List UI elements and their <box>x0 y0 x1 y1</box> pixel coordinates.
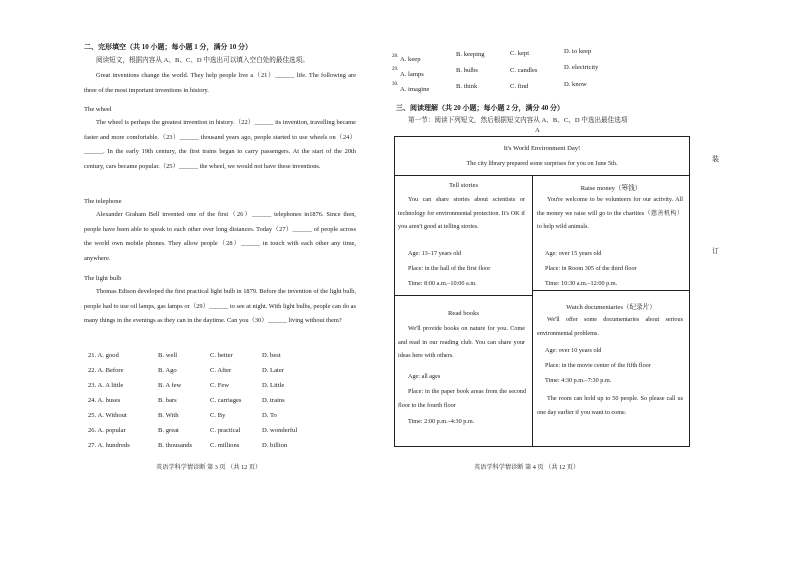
binding-margin-char-1: 装 <box>712 155 719 163</box>
passage-letter: A <box>535 127 540 134</box>
option-22-d: D. Later <box>262 367 284 374</box>
watch-documentaries-time: Time: 4:30 p.m.–7:30 p.m. <box>545 377 612 384</box>
option-30-d: D. know <box>564 81 587 88</box>
raise-money-age: Age: over 15 years old <box>545 250 602 257</box>
watch-documentaries-age: Age: over 10 years old <box>545 347 602 354</box>
question-28-number: 28. <box>392 54 399 59</box>
option-21-b: B. well <box>158 352 178 359</box>
option-29-c: C. candles <box>510 67 538 74</box>
option-26-b: B. great <box>158 427 179 434</box>
option-24-d: D. trains <box>262 397 285 404</box>
option-24-a: 24. A. buses <box>88 397 121 404</box>
read-books-time: Time: 2:00 p.m.–4:30 p.m. <box>408 418 475 425</box>
table-subtitle: The city library prepared some surprises for you on June 5th. <box>466 160 618 167</box>
tell-stories-place: Place: in the hall of the first floor <box>408 265 491 272</box>
paragraph-telephone: Alexander Graham Bell invented one of the first（26）______ telephones in1876. Since then, people have been able to speak to each other over long distances. Today（27）______ of people across the world own mobile phones. They allow people（28）______ in touch with each other any time, anywhere. <box>84 211 356 262</box>
raise-money-heading: Raise money（筹钱） <box>580 185 642 192</box>
heading-telephone: The telephone <box>84 198 122 205</box>
reading-section-title: 三、阅读理解（共 20 小题；每小题 2 分，满分 40 分） <box>396 104 564 112</box>
raise-money-body: You're welcome to be volunteers for our activity. All the money we raise will go to the charities（慈善机构）to help wild animals. <box>537 196 683 231</box>
read-books-place: Place: in the paper book areas from the second floor to the fourth floor <box>398 388 526 409</box>
option-25-b: B. With <box>158 412 179 419</box>
raise-money-place: Place: in Room 305 of the third floor <box>545 265 637 272</box>
page-footer-3: 英语学科学情诊断 第 3 页 （共 12 页） <box>156 464 262 471</box>
option-27-a: 27. A. hundreds <box>88 442 130 449</box>
option-29-a: A. lamps <box>400 71 424 78</box>
option-22-a: 22. A. Before <box>88 367 124 374</box>
cloze-instruction: 阅读短文，根据内容从 A、B、C、D 中选出可以填入空白处的最佳选项。 <box>96 57 309 64</box>
reading-part-title: 第一节：阅读下列短文，然后根据短文内容从 A、B、C、D 中选出最佳选项 <box>408 117 628 124</box>
question-30-number: 30. <box>392 82 399 87</box>
option-29-d: D. electricity <box>564 64 599 71</box>
left-page <box>84 0 356 561</box>
watch-documentaries-place: Place: in the movie center of the fifth floor <box>545 362 651 369</box>
option-25-c: C. By <box>210 412 226 419</box>
watch-documentaries-body: We'll offer some documentaries about serious environmental problems. <box>537 316 683 337</box>
option-23-d: D. Little <box>262 382 285 389</box>
binding-margin-char-2: 订 <box>712 247 719 255</box>
table-title: It's World Environment Day! <box>503 145 581 152</box>
option-28-a: A. keep <box>400 56 421 63</box>
option-23-c: C. Few <box>210 382 230 389</box>
option-21-a: 21. A. good <box>88 352 119 359</box>
option-28-d: D. to keep <box>564 48 592 55</box>
watch-documentaries-note: The room can hold up to 50 people. So please call us one day earlier if you want to come. <box>537 395 683 416</box>
cell-tell-stories <box>395 175 532 295</box>
raise-money-time: Time: 10:30 a.m.–12:00 p.m. <box>545 280 618 287</box>
tell-stories-body: You can share stories about scientists or technology for environmental protection. It's OK if you aren't good at telling stories. <box>398 196 525 231</box>
cell-watch-documentaries <box>533 291 689 446</box>
option-26-a: 26. A. popular <box>88 427 126 434</box>
option-27-d: D. billion <box>262 442 288 449</box>
cloze-section-title: 二、完形填空（共 10 小题；每小题 1 分，满分 10 分） <box>84 43 252 51</box>
option-30-c: C. find <box>510 83 529 90</box>
read-books-body: We'll provide books on nature for you. Come and read in our reading club. You can share your ideas here with others. <box>398 325 525 360</box>
watch-documentaries-heading: Watch documentaries（纪录片） <box>566 304 656 311</box>
option-26-c: C. practical <box>210 427 241 434</box>
option-27-b: B. thousands <box>158 442 193 449</box>
tell-stories-heading: Tell stories <box>448 182 479 189</box>
page-footer-4: 英语学科学情诊断 第 4 页 （共 12 页） <box>474 464 580 471</box>
cell-read-books <box>395 296 532 446</box>
cell-raise-money <box>533 175 689 290</box>
heading-light-bulb: The light bulb <box>84 275 122 282</box>
paragraph-light-bulb: Thomas Edison developed the first practical light bulb in 1879. Before the invention of the light bulb, people had to use oil lamps, gas lamps or（29）______ to see at night. With light bulbs, people can do as many things in the evenings as they can in the daytime. Can you（30）______ living without them? <box>84 288 356 325</box>
option-24-c: C. carriages <box>210 397 242 404</box>
option-27-c: C. millions <box>210 442 240 449</box>
option-23-a: 23. A. A little <box>88 382 124 389</box>
option-25-d: D. To <box>262 412 277 419</box>
event-table <box>394 136 690 447</box>
option-30-a: A. imagine <box>400 86 430 93</box>
tell-stories-time: Time: 8:00 a.m.–10:00 a.m. <box>408 280 477 287</box>
option-22-c: C. After <box>210 367 232 374</box>
read-books-heading: Read books <box>448 310 479 317</box>
question-29-number: 29. <box>392 67 399 72</box>
table-header <box>395 137 689 176</box>
option-30-b: B. think <box>456 83 478 90</box>
heading-wheel: The wheel <box>84 106 112 113</box>
option-22-b: B. Ago <box>158 367 177 374</box>
option-21-c: C. better <box>210 352 233 359</box>
paragraph-wheel: The wheel is perhaps the greatest invention in history.（22）______ its invention, travelling became faster and more comfortable.（23）______ thousand years ago, people started to use wheels on（24）______. In the early 19th century, the first trains began to carry passengers. At the start of the 20th century, cars became popular.（25）______ the wheel, we would not have these inventions. <box>84 119 356 170</box>
read-books-age: Age: all ages <box>408 373 441 380</box>
option-28-c: C. kept <box>510 50 530 57</box>
option-21-d: D. best <box>262 352 281 359</box>
option-28-b: B. keeping <box>456 51 485 58</box>
option-23-b: B. A few <box>158 382 182 389</box>
option-29-b: B. bulbs <box>456 67 478 74</box>
option-24-b: B. bars <box>158 397 177 404</box>
right-page <box>392 0 692 561</box>
cloze-intro: Great inventions change the world. They help people live a（21）______ life. The following are three of the most important inventions in history. <box>84 72 356 94</box>
tell-stories-age: Age: 13–17 years old <box>408 250 462 257</box>
option-25-a: 25. A. Without <box>88 412 127 419</box>
option-26-d: D. wonderful <box>262 427 298 434</box>
